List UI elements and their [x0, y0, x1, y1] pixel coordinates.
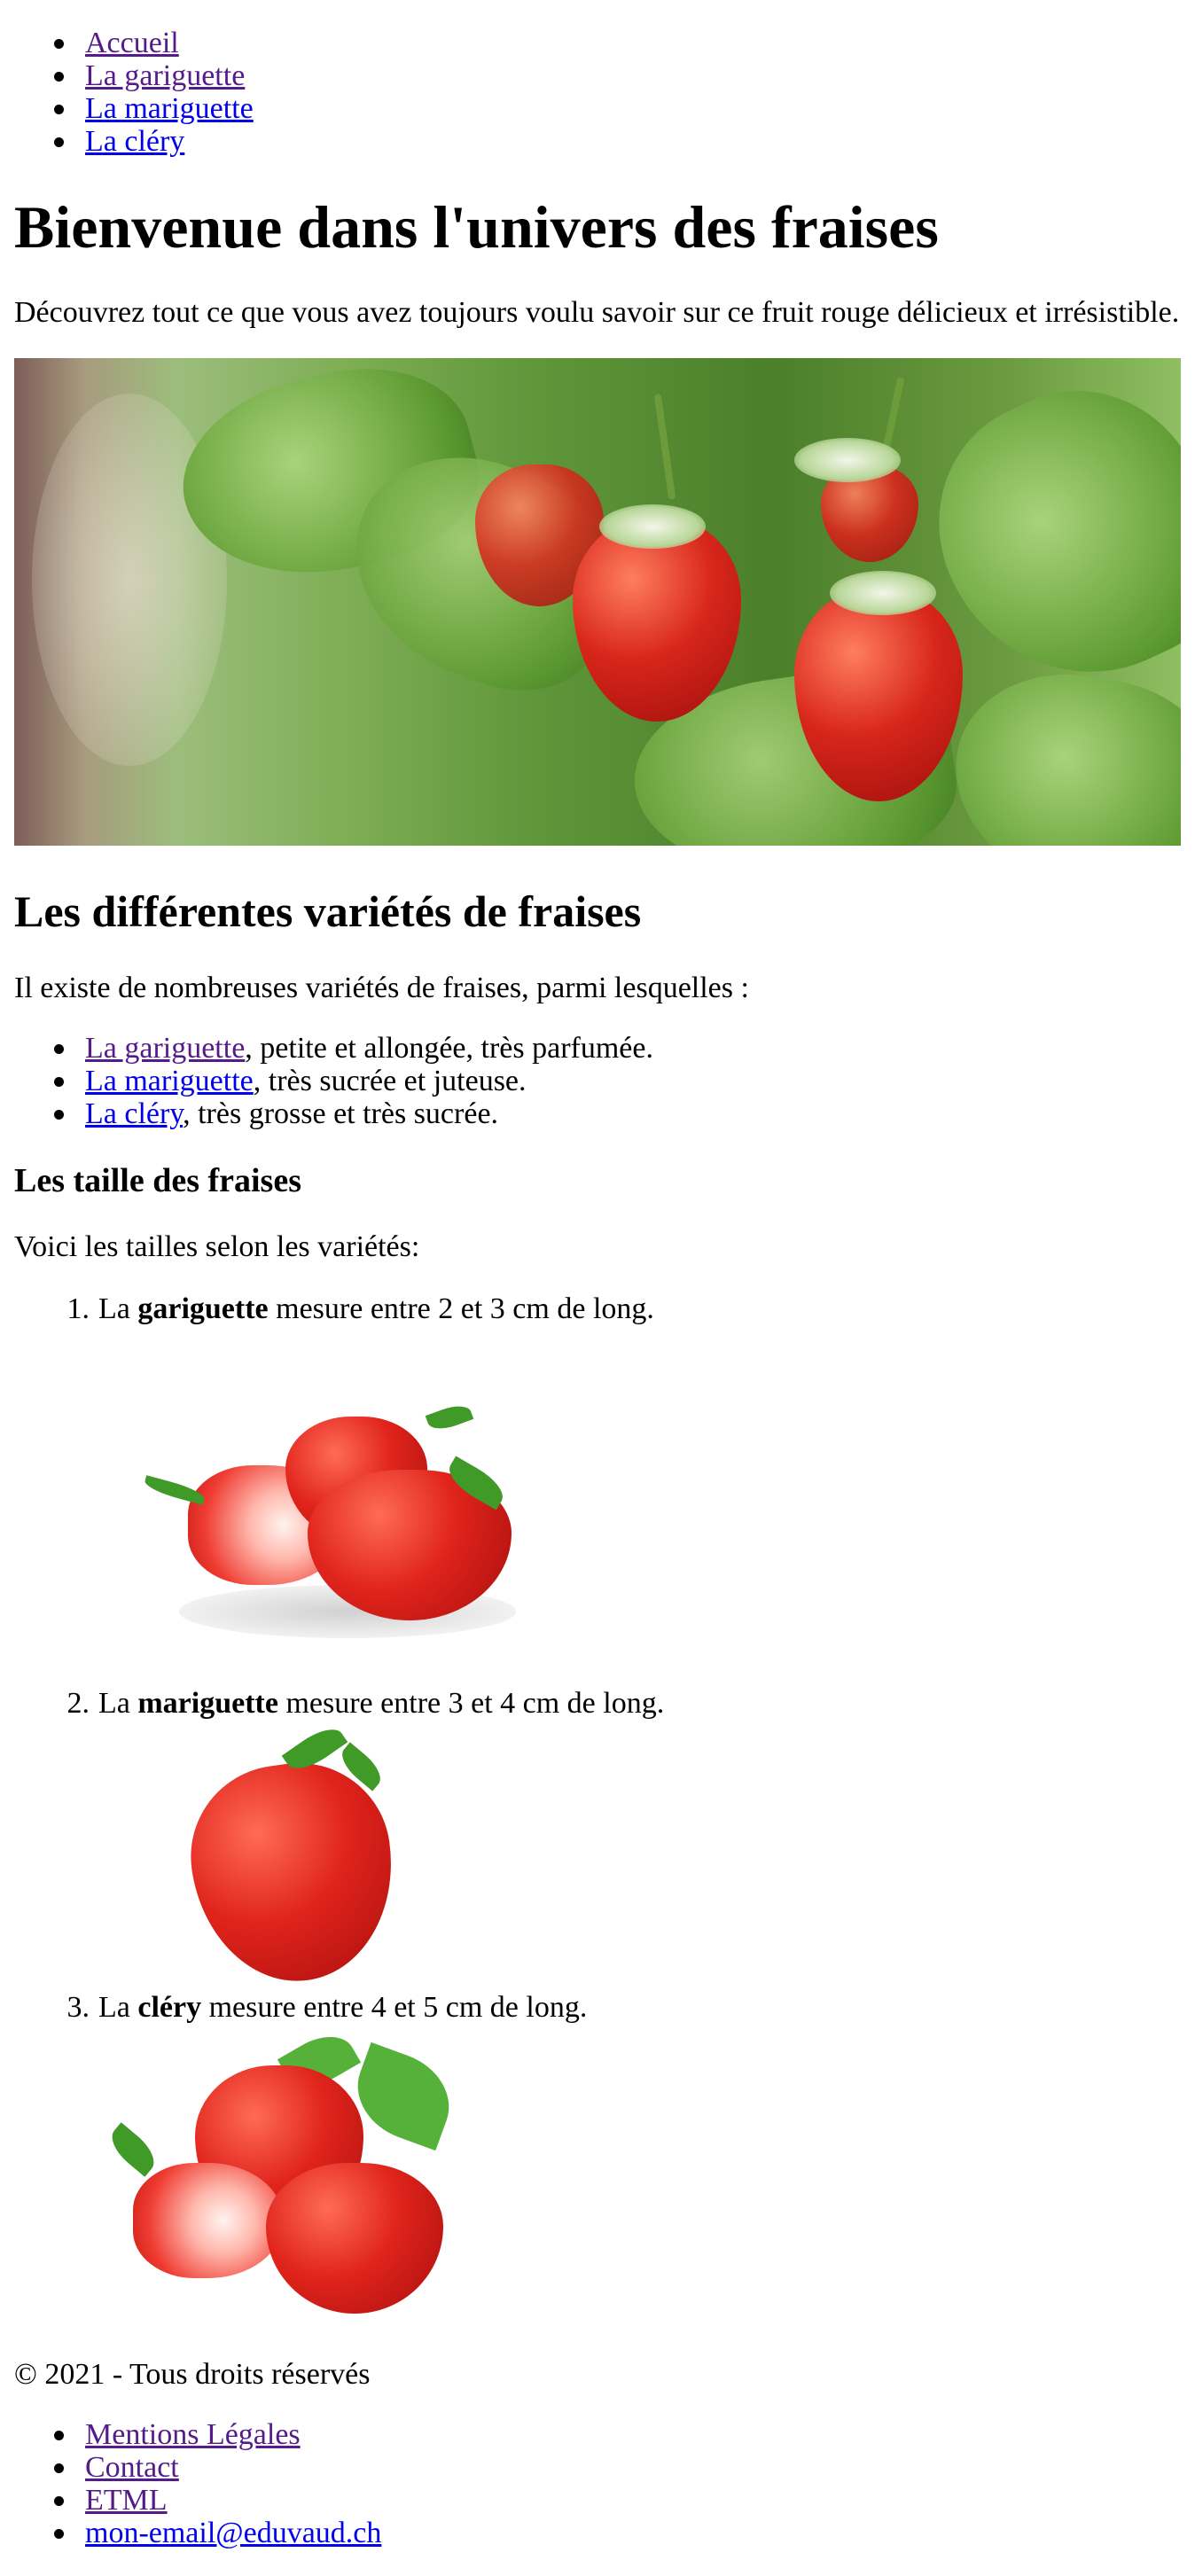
nav-item-gariguette	[14, 59, 254, 92]
varieties-intro: Il existe de nombreuses variétés de fraises, parmi lesquelles :	[14, 972, 749, 1004]
varieties-heading: Les différentes variétés de fraises	[14, 886, 642, 936]
mariguette-strawberry-image	[177, 1729, 408, 1986]
variety-item-mariguette	[14, 1065, 653, 1097]
variety-name: mariguette	[137, 1687, 278, 1720]
nav-item-clery	[14, 125, 254, 158]
size-prefix: La	[98, 1991, 138, 2024]
sizes-heading: Les taille des fraises	[14, 1162, 302, 1199]
variety-item-gariguette	[14, 1032, 653, 1065]
footer-links	[14, 2418, 381, 2549]
main-nav	[14, 27, 254, 158]
size-item-1	[14, 1292, 812, 1328]
footer-link-etml[interactable]: ETML	[85, 2484, 168, 2517]
footer-item-email	[14, 2517, 381, 2549]
variety-name: gariguette	[137, 1292, 269, 1325]
size-prefix: La	[98, 1687, 138, 1720]
variety-item-clery	[14, 1097, 653, 1130]
hero-strawberry-plant-image	[14, 358, 1181, 846]
footer-item-etml	[14, 2484, 381, 2517]
sizes-intro: Voici les tailles selon les variétés:	[14, 1230, 420, 1263]
size-text: mesure entre 2 et 3 cm de long.	[268, 1292, 654, 1325]
list-number: 2.	[66, 1687, 90, 1720]
footer-link-email[interactable]: mon-email@eduvaud.ch	[85, 2517, 382, 2549]
footer-item-contact	[14, 2451, 381, 2484]
page-title: Bienvenue dans l'univers des fraises	[14, 193, 939, 261]
variety-desc: , petite et allongée, très parfumée.	[245, 1032, 653, 1065]
size-text: mesure entre 3 et 4 cm de long.	[277, 1687, 665, 1720]
varieties-list	[14, 1032, 653, 1130]
copyright-text: © 2021 - Tous droits réservés	[14, 2358, 371, 2391]
gariguette-strawberry-image	[126, 1363, 551, 1665]
nav-link-gariguette[interactable]: La gariguette	[85, 59, 246, 92]
variety-link-clery[interactable]: La cléry	[85, 1097, 184, 1130]
size-prefix: La	[98, 1292, 138, 1325]
size-item-3	[14, 1991, 812, 2026]
size-item-2	[14, 1687, 812, 1722]
nav-item-accueil	[14, 27, 254, 59]
clery-strawberry-image	[89, 2030, 479, 2322]
nav-link-accueil[interactable]: Accueil	[85, 27, 179, 59]
size-text: mesure entre 4 et 5 cm de long.	[201, 1991, 588, 2024]
nav-item-mariguette	[14, 92, 254, 125]
variety-link-gariguette[interactable]: La gariguette	[85, 1032, 246, 1065]
footer-link-contact[interactable]: Contact	[85, 2451, 179, 2484]
list-number: 1.	[66, 1292, 90, 1325]
intro-text: Découvrez tout ce que vous avez toujours voulu savoir sur ce fruit rouge délicieux et irrésistible.	[14, 296, 1180, 329]
variety-link-mariguette[interactable]: La mariguette	[85, 1065, 254, 1097]
nav-link-mariguette[interactable]: La mariguette	[85, 92, 254, 125]
variety-desc: , très sucrée et juteuse.	[253, 1065, 527, 1097]
footer-item-mentions	[14, 2418, 381, 2451]
nav-link-clery[interactable]: La cléry	[85, 125, 185, 158]
variety-desc: , très grosse et très sucrée.	[183, 1097, 499, 1130]
footer-link-mentions-legales[interactable]: Mentions Légales	[85, 2418, 301, 2451]
list-number: 3.	[66, 1991, 90, 2024]
variety-name: cléry	[137, 1991, 202, 2024]
